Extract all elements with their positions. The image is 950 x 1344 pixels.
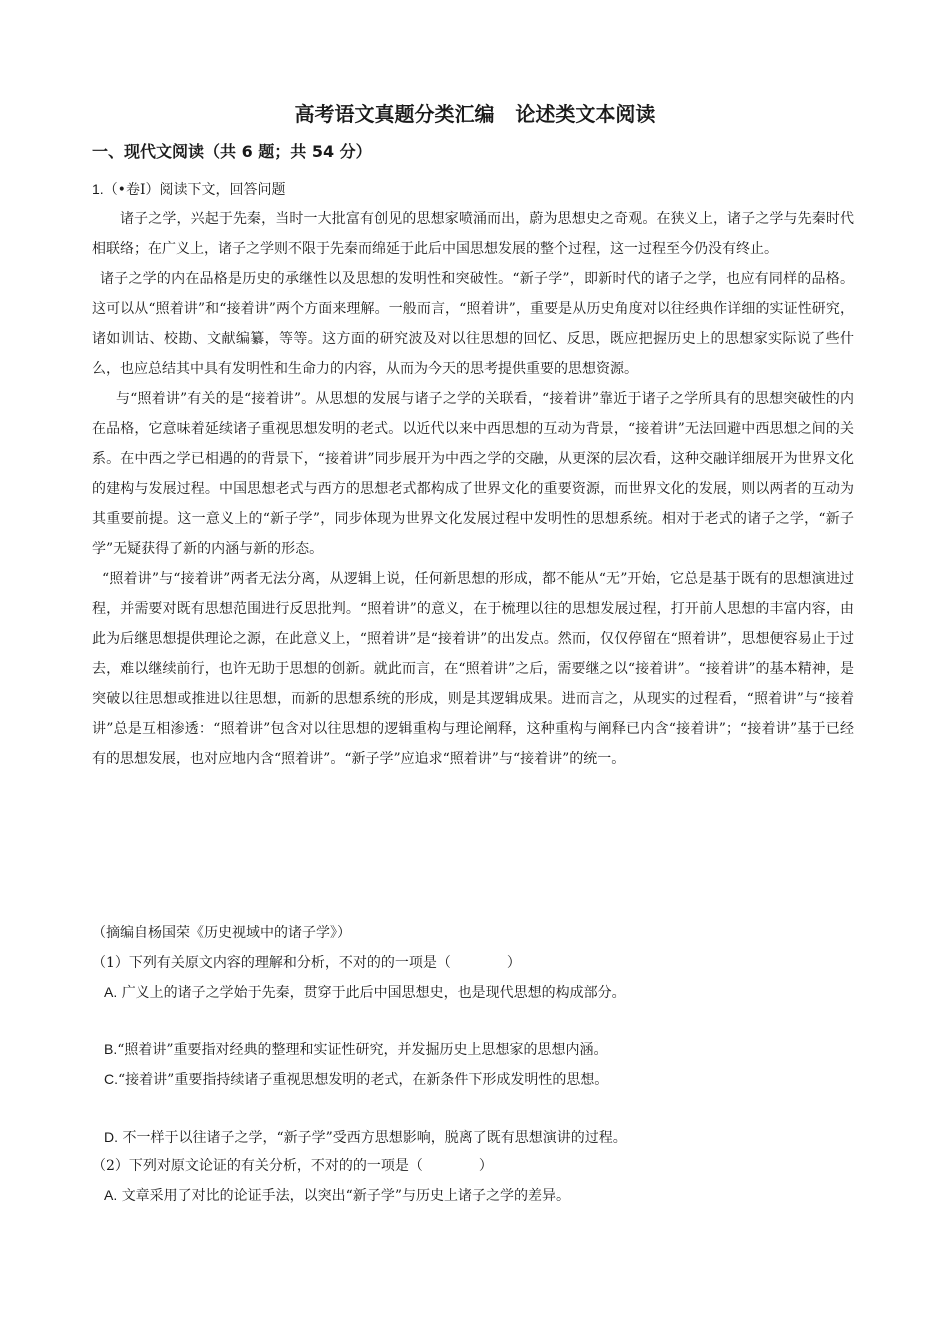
subquestion-1-stem: （1）下列有关原文内容的理解和分析，不对的的一项是（ ） (92, 955, 521, 971)
option-text: 文章采用了对比的论证手法，以突出“新子学”与历史上诸子之学的差异。 (121, 1188, 571, 1204)
reading-passage (92, 204, 854, 774)
option-text: 不一样于以往诸子之学，“新子学”受西方思想影响，脱离了既有思想演讲的过程。 (122, 1130, 627, 1146)
option-letter: B. (104, 1041, 118, 1057)
passage-paragraph-4: “照着讲”与“接着讲”两者无法分离，从逻辑上说，任何新思想的形成，都不能从“无”开始，它总是基于既有的思想演进过程，并需要对既有思想范围进行反思批判。“照着讲”的意义，在于梳理以往的思想发展过程，打开前人思想的丰富内容，由此为后继思想提供理论之源，在此意义上，“照着讲”是“接着讲”的出发点。然而，仅仅停留在“照着讲”，思想便容易止于过去，难以继续前行，也许无助于思想的创新。就此而言，在“照着讲”之后，需要继之以“接着讲”。“接着讲”的基本精神，是突破以往思想或推进以往思想，而新的思想系统的形成，则是其逻辑成果。进而言之，从现实的过程看，“照着讲”与“接着讲”总是互相渗透：“照着讲”包含对以往思想的逻辑重构与理论阐释，这种重构与阐释已内含“接着讲”；“接着讲”基于已经有的思想发展，也对应地内含“照着讲”。“新子学”应追求“照着讲”与“接着讲”的统一。 (92, 571, 854, 767)
subquestion-1-option-d[interactable] (104, 1126, 627, 1149)
question-instruction: （•卷Ⅰ）阅读下文，回答问题 (103, 182, 286, 198)
subquestion-2-stem: （2）下列对原文论证的有关分析，不对的的一项是（ ） (92, 1158, 493, 1174)
subquestion-1-option-b[interactable] (104, 1038, 608, 1061)
subquestion-1-option-a[interactable] (104, 981, 626, 1004)
section-heading: 一、现代文阅读（共 6 题；共 54 分） (92, 142, 372, 161)
question-1-header (92, 178, 285, 201)
passage-paragraph-1: 诸子之学，兴起于先秦，当时一大批富有创见的思想家喷涌而出，蔚为思想史之奇观。在狭义上，诸子之学与先秦时代相联络；在广义上，诸子之学则不限于先秦而绵延于此后中国思想发展的整个过程，这一过程至今仍没有终止。 (92, 211, 854, 257)
option-letter: C. (104, 1071, 118, 1087)
option-text: 广义上的诸子之学始于先秦，贯穿于此后中国思想史，也是现代思想的构成部分。 (121, 985, 626, 1001)
option-letter: D. (104, 1129, 118, 1145)
question-number: 1. (92, 181, 104, 197)
passage-paragraph-2: 诸子之学的内在品格是历史的承继性以及思想的发明性和突破性。“新子学”，即新时代的诸子之学，也应有同样的品格。这可以从“照着讲”和“接着讲”两个方面来理解。一般而言，“照着讲”，重要是从历史角度对以往经典作详细的实证性研究，诸如训诂、校勘、文献编纂，等等。这方面的研究波及对以往思想的回忆、反思，既应把握历史上的思想家实际说了些什么，也应总结其中具有发明性和生命力的内容，从而为今天的思考提供重要的思想资源。 (92, 271, 854, 377)
document-title: 高考语文真题分类汇编 论述类文本阅读 (294, 102, 656, 126)
subquestion-2-option-a[interactable] (104, 1184, 570, 1207)
passage-citation: （摘编自杨国荣《历史视域中的诸子学》） (92, 925, 351, 941)
option-letter: A. (104, 984, 118, 1000)
option-text: “照着讲”重要指对经典的整理和实证性研究，并发掘历史上思想家的思想内涵。 (117, 1042, 608, 1058)
subquestion-1-option-c[interactable] (104, 1068, 608, 1091)
passage-paragraph-3: 与“照着讲”有关的是“接着讲”。从思想的发展与诸子之学的关联看，“接着讲”靠近于诸子之学所具有的思想突破性的内在品格，它意味着延续诸子重视思想发明的老式。以近代以来中西思想的互动为背景，“接着讲”无法回避中西思想之间的关系。在中西之学已相遇的的背景下，“接着讲”同步展开为中西之学的交融，从更深的层次看，这种交融详细展开为世界文化的建构与发展过程。中国思想老式与西方的思想老式都构成了世界文化的重要资源，而世界文化的发展，则以两者的互动为其重要前提。这一意义上的“新子学”，同步体现为世界文化发展过程中发明性的思想系统。相对于老式的诸子之学，“新子学”无疑获得了新的内涵与新的形态。 (92, 391, 854, 557)
option-letter: A. (104, 1187, 118, 1203)
option-text: “接着讲”重要指持续诸子重视思想发明的老式，在新条件下形成发明性的思想。 (118, 1072, 609, 1088)
